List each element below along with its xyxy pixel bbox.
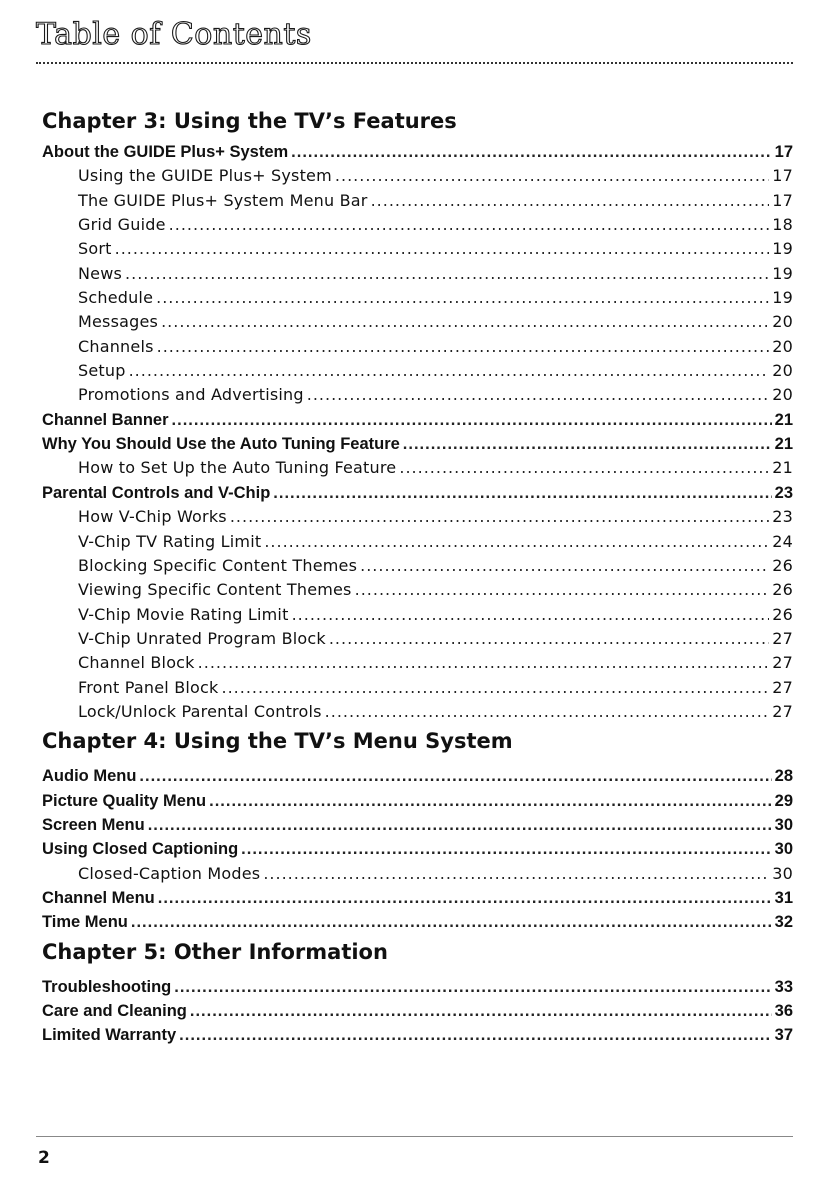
- entry-title: Troubleshooting: [42, 977, 172, 996]
- entry-title: Why You Should Use the Auto Tuning Feature: [42, 435, 400, 454]
- entry-title: Audio Menu: [42, 767, 137, 786]
- entry-page-number: 18: [772, 215, 793, 235]
- entry-page-number: 20: [772, 361, 793, 381]
- dot-leader: [148, 813, 772, 837]
- dot-leader: [264, 530, 769, 554]
- toc-subsection-entry[interactable]: [42, 286, 793, 310]
- entry-title: Lock/Unlock Parental Controls: [78, 701, 322, 721]
- entry-page-number: 23: [774, 483, 793, 502]
- dot-leader: [263, 862, 769, 886]
- title-divider: [36, 62, 793, 64]
- toc-section-entry[interactable]: [42, 408, 793, 432]
- entry-title: Channels: [78, 336, 154, 356]
- entry-title: News: [78, 263, 123, 283]
- entry-page-number: 26: [772, 604, 793, 624]
- toc-section-entry[interactable]: [42, 975, 793, 999]
- dot-leader: [335, 164, 769, 188]
- toc-subsection-entry[interactable]: [42, 189, 793, 213]
- toc-subsection-entry[interactable]: [42, 603, 793, 627]
- entry-title: Sort: [78, 239, 112, 259]
- toc-section-entry[interactable]: [42, 910, 793, 934]
- entry-page-number: 17: [774, 143, 793, 161]
- entry-title: Grid Guide: [78, 215, 166, 235]
- toc-subsection-entry[interactable]: [42, 676, 793, 700]
- dot-leader: [169, 213, 770, 237]
- entry-title: Channel Banner: [42, 410, 169, 429]
- dot-leader: [230, 505, 769, 529]
- toc-subsection-entry[interactable]: [42, 310, 793, 334]
- entry-page-number: 19: [772, 288, 793, 308]
- entry-page-number: 27: [772, 628, 793, 648]
- entry-title: V-Chip TV Rating Limit: [78, 531, 262, 551]
- toc-subsection-entry[interactable]: [42, 627, 793, 651]
- entry-title: How V-Chip Works: [78, 507, 227, 527]
- dot-leader: [172, 408, 772, 432]
- toc-subsection-entry[interactable]: [42, 359, 793, 383]
- entry-page-number: 21: [774, 410, 793, 429]
- dot-leader: [131, 910, 772, 934]
- entry-title: Time Menu: [42, 913, 128, 932]
- entry-title: Viewing Specific Content Themes: [78, 580, 352, 600]
- toc-subsection-entry[interactable]: [42, 383, 793, 407]
- entry-page-number: 17: [772, 190, 793, 210]
- dot-leader: [157, 335, 770, 359]
- toc-section-entry[interactable]: [42, 999, 793, 1023]
- dot-leader: [329, 627, 769, 651]
- dot-leader: [161, 310, 769, 334]
- toc-subsection-entry[interactable]: [42, 335, 793, 359]
- toc-section-entry[interactable]: [42, 886, 793, 910]
- footer-divider: [36, 1136, 793, 1137]
- entry-page-number: 27: [772, 677, 793, 697]
- page-title: Table of Contents: [36, 17, 312, 52]
- toc-section-entry[interactable]: [42, 1023, 793, 1047]
- entry-title: Channel Block: [78, 653, 195, 673]
- dot-leader: [115, 237, 770, 261]
- dot-leader: [209, 789, 772, 813]
- entry-title: Picture Quality Menu: [42, 791, 207, 810]
- dot-leader: [403, 432, 772, 456]
- entry-page-number: 30: [772, 863, 793, 883]
- entry-title: How to Set Up the Auto Tuning Feature: [78, 458, 397, 478]
- entry-page-number: 19: [772, 263, 793, 283]
- dot-leader: [156, 286, 769, 310]
- toc-subsection-entry[interactable]: [42, 862, 793, 886]
- entry-page-number: 20: [772, 336, 793, 356]
- entry-title: Screen Menu: [42, 815, 145, 834]
- entry-title: Using the GUIDE Plus+ System: [78, 166, 332, 186]
- dot-leader: [129, 359, 770, 383]
- dot-leader: [190, 999, 772, 1023]
- entry-page-number: 27: [772, 653, 793, 673]
- toc-section-entry[interactable]: [42, 140, 793, 164]
- entry-page-number: 30: [774, 840, 793, 859]
- entry-page-number: 20: [772, 312, 793, 332]
- entry-page-number: 21: [774, 435, 793, 454]
- entry-page-number: 26: [772, 580, 793, 600]
- entry-title: V-Chip Unrated Program Block: [78, 628, 326, 648]
- entry-page-number: 19: [772, 239, 793, 259]
- toc-subsection-entry[interactable]: [42, 651, 793, 675]
- entry-title: Channel Menu: [42, 888, 155, 907]
- entry-page-number: 27: [772, 701, 793, 721]
- toc-subsection-entry[interactable]: [42, 530, 793, 554]
- toc-subsection-entry[interactable]: [42, 262, 793, 286]
- dot-leader: [399, 456, 769, 480]
- dot-leader: [241, 837, 771, 861]
- entry-title: About the GUIDE Plus+ System: [42, 143, 289, 161]
- dot-leader: [325, 700, 770, 724]
- entry-page-number: 23: [772, 507, 793, 527]
- entry-page-number: 17: [772, 166, 793, 186]
- entry-page-number: 37: [774, 1026, 793, 1045]
- dot-leader: [179, 1023, 771, 1047]
- entry-title: Closed-Caption Modes: [78, 863, 261, 883]
- chapter-heading: Chapter 4: Using the TV’s Menu System: [42, 729, 513, 754]
- entry-page-number: 28: [774, 767, 793, 786]
- toc-section-entry[interactable]: [42, 481, 793, 505]
- toc-subsection-entry[interactable]: [42, 578, 793, 602]
- entry-title: Messages: [78, 312, 159, 332]
- entry-title: Care and Cleaning: [42, 1002, 187, 1020]
- toc-subsection-entry[interactable]: [42, 456, 793, 480]
- entry-title: Limited Warranty: [42, 1026, 177, 1045]
- toc-subsection-entry[interactable]: [42, 237, 793, 261]
- entry-page-number: 29: [774, 791, 793, 810]
- page-number: 2: [38, 1148, 50, 1168]
- toc-section-entry[interactable]: [42, 764, 793, 788]
- entry-title: Blocking Specific Content Themes: [78, 555, 358, 575]
- dot-leader: [158, 886, 772, 910]
- toc-subsection-entry[interactable]: [42, 554, 793, 578]
- entry-page-number: 33: [774, 977, 793, 996]
- dot-leader: [273, 481, 771, 505]
- toc-subsection-entry[interactable]: [42, 213, 793, 237]
- toc-subsection-entry[interactable]: [42, 700, 793, 724]
- toc-section-entry[interactable]: [42, 789, 793, 813]
- entry-title: Using Closed Captioning: [42, 840, 239, 859]
- dot-leader: [221, 676, 769, 700]
- toc-section-entry[interactable]: [42, 432, 793, 456]
- chapter-heading: Chapter 3: Using the TV’s Features: [42, 109, 457, 133]
- entry-page-number: 31: [774, 888, 793, 907]
- entry-title: Promotions and Advertising: [78, 385, 304, 405]
- dot-leader: [307, 383, 770, 407]
- dot-leader: [139, 764, 771, 788]
- dot-leader: [291, 140, 771, 164]
- toc-section-entry[interactable]: [42, 837, 793, 861]
- dot-leader: [371, 189, 770, 213]
- entry-title: V-Chip Movie Rating Limit: [78, 604, 289, 624]
- toc-section-entry[interactable]: [42, 813, 793, 837]
- entry-title: The GUIDE Plus+ System Menu Bar: [78, 190, 368, 210]
- dot-leader: [292, 603, 770, 627]
- entry-page-number: 26: [772, 555, 793, 575]
- table-of-contents: [42, 104, 793, 1048]
- entry-page-number: 36: [774, 1002, 793, 1020]
- entry-page-number: 24: [772, 531, 793, 551]
- entry-page-number: 20: [772, 385, 793, 405]
- entry-title: Schedule: [78, 288, 154, 308]
- entry-page-number: 21: [772, 458, 793, 478]
- dot-leader: [198, 651, 770, 675]
- entry-title: Front Panel Block: [78, 677, 219, 697]
- entry-page-number: 32: [774, 913, 793, 932]
- entry-title: Setup: [78, 361, 126, 381]
- toc-subsection-entry[interactable]: [42, 164, 793, 188]
- entry-title: Parental Controls and V-Chip: [42, 483, 271, 502]
- chapter-heading: Chapter 5: Other Information: [42, 939, 388, 964]
- entry-page-number: 30: [774, 815, 793, 834]
- dot-leader: [355, 578, 770, 602]
- dot-leader: [174, 975, 771, 999]
- dot-leader: [125, 262, 769, 286]
- dot-leader: [360, 554, 769, 578]
- toc-subsection-entry[interactable]: [42, 505, 793, 529]
